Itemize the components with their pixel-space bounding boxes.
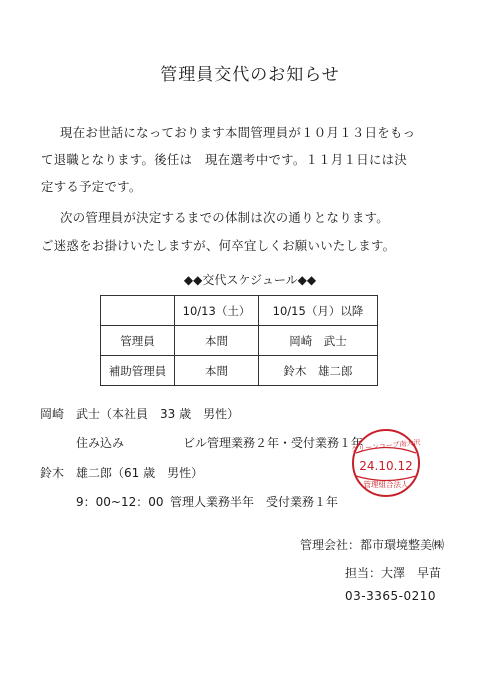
table-header-row — [101, 296, 378, 326]
staff-2-detail-b: 管理人業務半年 受付業務１年 — [170, 495, 339, 509]
schedule-table — [100, 295, 378, 386]
contact-phone: 03-3365-0210 — [345, 589, 437, 603]
paragraph-3: ご迷惑をお掛けいたしますが、何卒宜しくお願いいたします。 — [41, 238, 396, 253]
table-cell: 本間 — [175, 326, 259, 356]
staff-1-detail-b: ビル管理業務２年・受付業務１年 — [183, 436, 364, 450]
table-cell: 岡崎 武士 — [259, 326, 378, 356]
stamp-bottom-text: 管理組合法人 — [363, 480, 409, 489]
paragraph-1-line-3: 定する予定です。 — [41, 179, 142, 194]
table-header-cell — [101, 296, 175, 326]
table-cell: 本間 — [175, 356, 259, 386]
schedule-heading: ◆◆交代スケジュール◆◆ — [183, 273, 317, 287]
table-header-cell: 10/15（月）以降 — [259, 296, 378, 326]
table-cell: 補助管理員 — [101, 356, 175, 386]
paragraph-1-line-1: 現在お世話になっております本間管理員が１０月１３日をもっ — [60, 125, 416, 140]
staff-1-summary: 岡崎 武士（本社員 33 歳 男性） — [40, 407, 240, 421]
table-cell: 管理員 — [101, 326, 175, 356]
page-title: 管理員交代のお知らせ — [160, 65, 340, 85]
company-name: 管理会社：都市環境整美㈱ — [300, 538, 445, 552]
staff-1-detail-a: 住み込み — [76, 436, 125, 450]
stamp-date: 24.10.12 — [359, 459, 413, 473]
staff-2-detail-a: 9：00~12：00 — [76, 495, 164, 509]
received-stamp — [350, 427, 422, 499]
staff-2-summary: 鈴木 雄二郎（61 歳 男性） — [40, 466, 204, 480]
table-cell: 鈴木 雄二郎 — [259, 356, 378, 386]
table-row — [101, 356, 378, 386]
contact-person: 担当：大澤 早苗 — [345, 566, 442, 580]
table-row — [101, 326, 378, 356]
stamp-top-text: グリーンコープ南大沢 — [350, 438, 421, 454]
paragraph-2: 次の管理員が決定するまでの体制は次の通りとなります。 — [60, 210, 389, 225]
paragraph-1-line-2: て退職となります。後任は 現在選考中です。１１月１日には決 — [41, 152, 408, 167]
table-header-cell: 10/13（土） — [175, 296, 259, 326]
